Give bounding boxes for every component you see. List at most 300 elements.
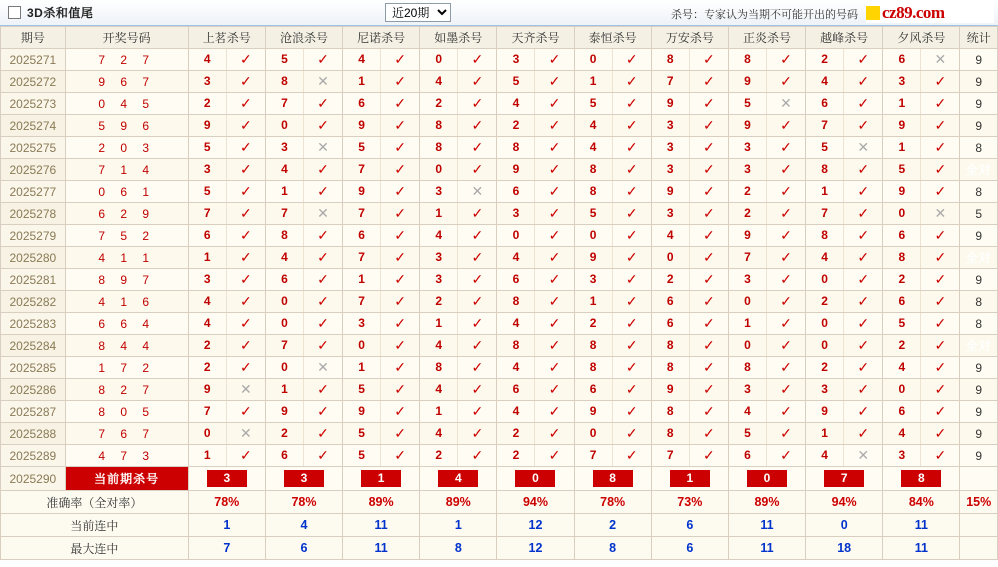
cell-kill-8	[806, 401, 883, 423]
check-icon: ✓	[934, 315, 947, 331]
header-group-1[interactable]: 沧浪杀号	[265, 27, 342, 49]
cell-kill-1	[265, 71, 342, 93]
cell-kill-5	[574, 401, 651, 423]
kill-number: 1	[266, 181, 304, 202]
kill-number: 5	[883, 159, 921, 180]
kill-number: 8	[497, 335, 535, 356]
kill-number: 8	[652, 401, 690, 422]
summary-value-1: 78%	[265, 491, 342, 514]
summary-label: 最大连中	[1, 537, 189, 560]
kill-number: 7	[343, 203, 381, 224]
cross-icon: ✕	[857, 139, 870, 155]
cell-kill-1	[265, 379, 342, 401]
cell-kill-9	[883, 401, 960, 423]
check-icon: ✓	[702, 425, 715, 441]
kill-number: 2	[420, 445, 458, 466]
site-logo[interactable]	[866, 2, 994, 23]
kill-number: 6	[652, 313, 690, 334]
summary-value-5: 2	[574, 514, 651, 537]
cell-kill-0	[188, 49, 265, 71]
table-row	[1, 93, 998, 115]
kill-number: 6	[652, 291, 690, 312]
check-icon: ✓	[394, 425, 407, 441]
cell-kill-7	[728, 71, 805, 93]
kill-number: 4	[652, 225, 690, 246]
cell-kill-4	[497, 379, 574, 401]
cell-kill-7	[728, 159, 805, 181]
current-kill-0	[188, 467, 265, 491]
cell-stat: 8	[960, 137, 998, 159]
check-icon: ✓	[548, 205, 561, 221]
cell-kill-7	[728, 247, 805, 269]
check-icon: ✓	[857, 205, 870, 221]
cell-kill-4	[497, 291, 574, 313]
cell-kill-7	[728, 225, 805, 247]
kill-number: 4	[497, 247, 535, 268]
kill-number: 7	[343, 159, 381, 180]
kill-number: 6	[266, 445, 304, 466]
cell-kill-0	[188, 335, 265, 357]
check-icon: ✓	[394, 183, 407, 199]
table-row	[1, 225, 998, 247]
cell-kill-0	[188, 291, 265, 313]
cell-kill-6	[651, 247, 728, 269]
summary-row	[1, 537, 998, 560]
cell-open-number: 6 6 4	[65, 313, 188, 335]
kill-number: 5	[189, 137, 227, 158]
cell-kill-7	[728, 357, 805, 379]
check-icon: ✓	[317, 271, 329, 287]
kill-number: 9	[729, 71, 767, 92]
kill-number: 2	[189, 335, 227, 356]
cell-stat: 9	[960, 401, 998, 423]
summary-value-2: 11	[343, 537, 420, 560]
cell-kill-6	[651, 423, 728, 445]
cell-kill-5	[574, 93, 651, 115]
kill-number: 4	[189, 291, 227, 312]
cell-kill-3	[420, 379, 497, 401]
cell-kill-6	[651, 49, 728, 71]
kill-number: 5	[806, 137, 844, 158]
cell-kill-4	[497, 225, 574, 247]
cell-stat: 9	[960, 379, 998, 401]
kill-number: 1	[883, 137, 921, 158]
current-kill-7	[728, 467, 805, 491]
kill-number: 3	[652, 137, 690, 158]
kill-number: 3	[806, 379, 844, 400]
check-icon: ✓	[239, 293, 252, 309]
check-icon: ✓	[702, 293, 715, 309]
check-icon: ✓	[625, 249, 638, 265]
kill-number: 8	[729, 357, 767, 378]
check-icon: ✓	[239, 227, 252, 243]
kill-number: 6	[343, 93, 381, 114]
cell-stat: 9	[960, 71, 998, 93]
cell-kill-7	[728, 181, 805, 203]
kill-number: 9	[729, 115, 767, 136]
cell-kill-0	[188, 115, 265, 137]
cell-kill-9	[883, 335, 960, 357]
cell-kill-6	[651, 137, 728, 159]
cell-period: 2025275	[1, 137, 66, 159]
cell-period: 2025289	[1, 445, 66, 467]
cell-kill-3	[420, 181, 497, 203]
cell-kill-6	[651, 71, 728, 93]
check-icon: ✓	[548, 425, 561, 441]
kill-number: 0	[729, 335, 767, 356]
cell-stat: 9	[960, 115, 998, 137]
cell-period: 2025283	[1, 313, 66, 335]
kill-number: 5	[343, 423, 381, 444]
header-group-8[interactable]: 越峰杀号	[806, 27, 883, 49]
check-icon: ✓	[780, 293, 792, 309]
period-range-select[interactable]	[385, 3, 451, 22]
cell-stat: 8	[960, 291, 998, 313]
check-icon: ✓	[548, 51, 561, 67]
kill-number: 4	[189, 49, 227, 70]
check-icon: ✓	[702, 403, 715, 419]
cell-kill-1	[265, 445, 342, 467]
hint-text: 杀号：专家认为当期不可能开出的号码	[671, 9, 858, 21]
header-row	[1, 27, 998, 49]
check-icon: ✓	[317, 95, 329, 111]
cell-kill-5	[574, 291, 651, 313]
kill-number: 4	[420, 71, 458, 92]
summary-value-3: 1	[420, 514, 497, 537]
kill-number: 4	[189, 313, 227, 334]
check-icon: ✓	[394, 381, 407, 397]
cell-kill-9	[883, 49, 960, 71]
check-icon: ✓	[780, 227, 792, 243]
kill-number: 0	[420, 49, 458, 70]
cell-kill-2	[343, 49, 420, 71]
cell-open-number: 8 2 7	[65, 379, 188, 401]
cell-kill-8	[806, 115, 883, 137]
kill-number: 1	[575, 71, 613, 92]
cell-open-number: 9 6 7	[65, 71, 188, 93]
check-icon: ✓	[934, 447, 947, 463]
summary-value-9: 11	[883, 514, 960, 537]
table-head	[1, 27, 998, 49]
cell-kill-9	[883, 181, 960, 203]
cell-open-number: 8 4 4	[65, 335, 188, 357]
cell-kill-7	[728, 269, 805, 291]
summary-value-3: 8	[420, 537, 497, 560]
cell-kill-3	[420, 423, 497, 445]
cell-kill-5	[574, 159, 651, 181]
kill-number: 6	[497, 181, 535, 202]
kill-number: 3	[189, 159, 227, 180]
check-icon: ✓	[625, 381, 638, 397]
check-icon: ✓	[548, 227, 561, 243]
cell-kill-1	[265, 357, 342, 379]
kill-number: 4	[806, 445, 844, 466]
cross-icon: ✕	[317, 359, 329, 375]
cell-kill-6	[651, 335, 728, 357]
cell-kill-9	[883, 137, 960, 159]
check-icon: ✓	[625, 293, 638, 309]
kill-number: 4	[497, 313, 535, 334]
kill-number: 6	[266, 269, 304, 290]
header-group-2[interactable]: 尼诺杀号	[343, 27, 420, 49]
cell-period: 2025282	[1, 291, 66, 313]
kill-number: 6	[883, 401, 921, 422]
kill-number: 4	[883, 423, 921, 444]
kill-number: 5	[729, 423, 767, 444]
cell-kill-1	[265, 159, 342, 181]
check-icon: ✓	[702, 73, 715, 89]
kill-number: 4	[806, 247, 844, 268]
check-icon: ✓	[548, 381, 561, 397]
check-icon: ✓	[317, 381, 329, 397]
header-group-9[interactable]: 夕风杀号	[883, 27, 960, 49]
kill-number: 7	[806, 115, 844, 136]
check-icon: ✓	[702, 249, 715, 265]
cell-kill-9	[883, 247, 960, 269]
cell-kill-2	[343, 137, 420, 159]
check-icon: ✓	[471, 51, 484, 67]
check-icon: ✓	[471, 161, 484, 177]
check-icon: ✓	[934, 183, 947, 199]
kill-number: 0	[575, 423, 613, 444]
kill-number: 3	[343, 313, 381, 334]
cell-stat: 9	[960, 93, 998, 115]
header-group-0[interactable]: 上茗杀号	[188, 27, 265, 49]
check-icon: ✓	[394, 293, 407, 309]
cell-kill-7	[728, 93, 805, 115]
header-group-7[interactable]: 正炎杀号	[728, 27, 805, 49]
kill-number: 2	[420, 93, 458, 114]
header-group-5[interactable]: 泰恒杀号	[574, 27, 651, 49]
cell-kill-9	[883, 291, 960, 313]
cell-kill-9	[883, 269, 960, 291]
check-icon: ✓	[625, 403, 638, 419]
summary-value-9: 84%	[883, 491, 960, 514]
cell-kill-7	[728, 313, 805, 335]
kill-number: 9	[343, 401, 381, 422]
summary-value-0: 78%	[188, 491, 265, 514]
kill-number: 3	[497, 203, 535, 224]
check-icon: ✓	[317, 403, 329, 419]
header-stat: 统计	[960, 27, 998, 49]
cell-kill-1	[265, 49, 342, 71]
cell-kill-4	[497, 445, 574, 467]
cell-kill-3	[420, 357, 497, 379]
check-icon: ✓	[394, 315, 407, 331]
table-row	[1, 313, 998, 335]
cell-kill-6	[651, 181, 728, 203]
cell-period: 2025278	[1, 203, 66, 225]
check-icon: ✓	[780, 403, 792, 419]
table-row	[1, 159, 998, 181]
cell-stat: 5	[960, 203, 998, 225]
kill-number: 4	[343, 49, 381, 70]
current-kill-8	[806, 467, 883, 491]
check-icon: ✓	[857, 403, 870, 419]
kill-number: 1	[343, 269, 381, 290]
header-group-6[interactable]: 万安杀号	[651, 27, 728, 49]
cell-kill-2	[343, 203, 420, 225]
kill-number: 8	[420, 357, 458, 378]
cross-icon: ✕	[317, 139, 329, 155]
kill-number-chip: 1	[361, 470, 401, 487]
check-icon: ✓	[317, 447, 329, 463]
cell-kill-2	[343, 225, 420, 247]
cell-kill-2	[343, 379, 420, 401]
check-icon: ✓	[702, 95, 715, 111]
check-icon: ✓	[625, 117, 638, 133]
check-icon: ✓	[239, 183, 252, 199]
check-icon: ✓	[702, 161, 715, 177]
check-icon: ✓	[239, 117, 252, 133]
kill-number: 3	[883, 71, 921, 92]
check-icon: ✓	[471, 73, 484, 89]
cell-kill-3	[420, 291, 497, 313]
header-group-3[interactable]: 如墨杀号	[420, 27, 497, 49]
check-icon: ✓	[702, 183, 715, 199]
check-icon: ✓	[548, 183, 561, 199]
cell-kill-3	[420, 137, 497, 159]
summary-stat	[960, 537, 998, 560]
cell-kill-8	[806, 357, 883, 379]
check-icon: ✓	[471, 227, 484, 243]
kill-number: 2	[497, 115, 535, 136]
check-icon: ✓	[471, 139, 484, 155]
check-icon: ✓	[548, 315, 561, 331]
cell-period: 2025284	[1, 335, 66, 357]
cell-stat	[960, 467, 998, 491]
check-icon: ✓	[239, 139, 252, 155]
check-icon: ✓	[394, 73, 407, 89]
cell-stat: 9	[960, 269, 998, 291]
check-icon: ✓	[239, 271, 252, 287]
header-group-4[interactable]: 天齐杀号	[497, 27, 574, 49]
cell-stat: 8	[960, 313, 998, 335]
kill-number: 3	[575, 269, 613, 290]
check-icon: ✓	[625, 315, 638, 331]
check-icon: ✓	[394, 139, 407, 155]
kill-number: 5	[883, 313, 921, 334]
cell-kill-4	[497, 181, 574, 203]
kill-number: 6	[806, 93, 844, 114]
summary-value-5: 8	[574, 537, 651, 560]
kill-number: 4	[266, 159, 304, 180]
kill-number: 6	[575, 379, 613, 400]
kill-number: 5	[343, 137, 381, 158]
summary-value-6: 73%	[651, 491, 728, 514]
kill-number: 2	[189, 93, 227, 114]
check-icon: ✓	[934, 403, 947, 419]
kill-number: 7	[729, 247, 767, 268]
cell-kill-8	[806, 445, 883, 467]
table-row	[1, 203, 998, 225]
check-icon: ✓	[780, 359, 792, 375]
check-icon: ✓	[471, 381, 484, 397]
summary-row	[1, 514, 998, 537]
kill-number: 0	[266, 357, 304, 378]
cell-kill-5	[574, 137, 651, 159]
select-all-checkbox[interactable]	[8, 6, 21, 19]
cell-period: 2025281	[1, 269, 66, 291]
cell-kill-6	[651, 401, 728, 423]
check-icon: ✓	[625, 51, 638, 67]
kill-number: 3	[652, 115, 690, 136]
cell-kill-8	[806, 181, 883, 203]
cell-kill-9	[883, 71, 960, 93]
cell-kill-0	[188, 159, 265, 181]
cell-kill-4	[497, 159, 574, 181]
cell-stat: 9	[960, 49, 998, 71]
cross-icon: ✕	[239, 381, 252, 397]
logo-square-icon	[866, 6, 880, 20]
cell-period: 2025276	[1, 159, 66, 181]
cell-kill-0	[188, 71, 265, 93]
table-row	[1, 401, 998, 423]
cell-period: 2025280	[1, 247, 66, 269]
check-icon: ✓	[394, 337, 407, 353]
check-icon: ✓	[471, 315, 484, 331]
cross-icon: ✕	[317, 205, 329, 221]
table-row	[1, 357, 998, 379]
check-icon: ✓	[548, 139, 561, 155]
kill-number-chip: 3	[284, 470, 324, 487]
current-kill-9	[883, 467, 960, 491]
check-icon: ✓	[548, 161, 561, 177]
summary-value-9: 11	[883, 537, 960, 560]
cell-kill-8	[806, 137, 883, 159]
kill-number: 7	[189, 401, 227, 422]
kill-number: 7	[266, 203, 304, 224]
summary-value-4: 12	[497, 514, 574, 537]
check-icon: ✓	[471, 249, 484, 265]
kill-number: 0	[806, 269, 844, 290]
check-icon: ✓	[934, 249, 947, 265]
cell-open-number: 4 7 3	[65, 445, 188, 467]
kill-number: 1	[420, 401, 458, 422]
cell-kill-3	[420, 335, 497, 357]
cell-kill-0	[188, 445, 265, 467]
cell-kill-0	[188, 225, 265, 247]
check-icon: ✓	[239, 403, 252, 419]
kill-number: 2	[652, 269, 690, 290]
cell-kill-1	[265, 291, 342, 313]
kill-number: 9	[652, 181, 690, 202]
check-icon: ✓	[780, 161, 792, 177]
summary-label: 当前连中	[1, 514, 189, 537]
kill-number: 0	[266, 291, 304, 312]
cell-kill-6	[651, 445, 728, 467]
kill-number: 1	[729, 313, 767, 334]
kill-number: 7	[343, 247, 381, 268]
kill-number: 6	[497, 379, 535, 400]
check-icon: ✓	[780, 249, 792, 265]
check-icon: ✓	[702, 205, 715, 221]
logo-text: cz89.com	[882, 2, 945, 22]
cell-kill-2	[343, 291, 420, 313]
kill-number: 6	[189, 225, 227, 246]
cell-kill-6	[651, 225, 728, 247]
kill-number: 1	[420, 203, 458, 224]
cell-period: 2025286	[1, 379, 66, 401]
check-icon: ✓	[934, 117, 947, 133]
kill-number: 2	[497, 423, 535, 444]
cell-kill-4	[497, 137, 574, 159]
kill-number: 2	[189, 357, 227, 378]
check-icon: ✓	[934, 161, 947, 177]
check-icon: ✓	[857, 359, 870, 375]
cell-kill-7	[728, 445, 805, 467]
kill-number: 2	[729, 181, 767, 202]
